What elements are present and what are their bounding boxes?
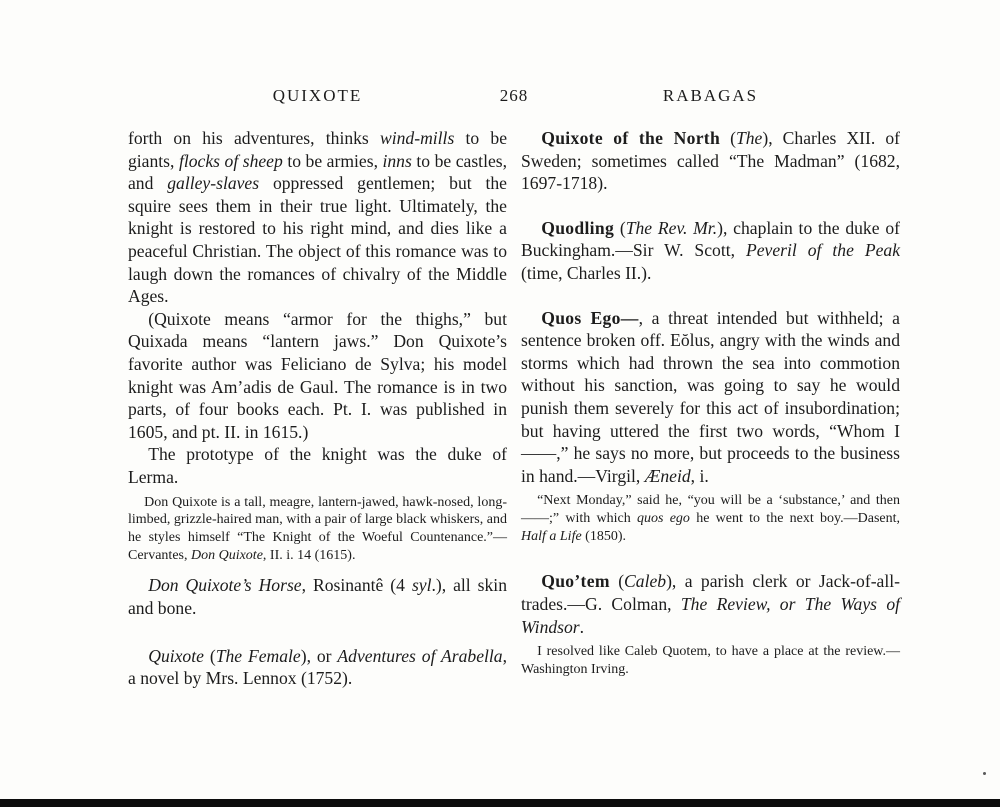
- entry-quixote-continuation: forth on his adventures, thinks wind-mills to be giants, flocks of sheep to be armies, inns to be castles, and galley-slaves oppressed gentlemen; but the squire sees them in their true light. Ultimately, the knight is restored to his right mind, and dies like a peaceful Christian. The object of this romance was to laugh down the romances of chivalry of the Middle Ages.: [128, 128, 508, 307]
- entry-quos-ego-citation: “Next Monday,” said he, “you will be a ‘substance,’ and then——;” with which quos ego he went to the next boy.—Dasent, Half a Life (1850).: [521, 493, 900, 544]
- running-head-left: QUIXOTE: [272, 86, 363, 105]
- entry-quixote-note: (Quixote means “armor for the thighs,” but Quixada means “lantern jaws.” Don Quixote’s favorite author was Feliciano de Sylva; his model knight was Am’adis de Gaul. The romance is in two parts, of four books each. Pt. I. was published in 1605, and pt. II. in 1615.): [128, 308, 507, 442]
- entry-quotem: Quo’tem (Caleb), a parish clerk or Jack-of-all-trades.—G. Colman, The Review, or The Ways of Windsor.: [521, 571, 901, 637]
- right-column: [521, 127, 900, 690]
- entry-quodling: Quodling (The Rev. Mr.), chaplain to the duke of Buckingham.—Sir W. Scott, Peveril of the Peak (time, Charles II.).: [521, 217, 900, 283]
- left-column: [128, 127, 507, 690]
- entry-quotem-citation: I resolved like Caleb Quotem, to have a place at the review.—Washington Irving.: [521, 644, 900, 677]
- entry-don-quixotes-horse: Don Quixote’s Horse, Rosinantê (4 syl.), all skin and bone.: [128, 575, 507, 618]
- text-columns: [128, 127, 900, 690]
- page-number: 268: [499, 86, 529, 105]
- entry-quixote-the-female: Quixote (The Female), or Adventures of Arabella, a novel by Mrs. Lennox (1752).: [128, 645, 508, 689]
- page-content: [128, 86, 900, 690]
- scan-bottom-edge: [0, 799, 1000, 807]
- running-head-right: RABAGAS: [662, 86, 759, 105]
- running-head: [128, 86, 900, 106]
- entry-quixote-citation: Don Quixote is a tall, meagre, lantern-jawed, hawk-nosed, long-limbed, grizzle-haired man, with a pair of large black whiskers, and he styles himself “The Knight of the Woeful Countenance.”—Cervantes, Don Quixote, II. i. 14 (1615).: [128, 494, 507, 563]
- entry-quos-ego: Quos Ego—, a threat intended but withheld; a sentence broken off. Eŏlus, angry with the winds and storms which had thrown the sea into commotion without his sanction, was going to say he would punish them severely for this act of insubordination; but having uttered the first two words, “Whom I——,” he says no more, but proceeds to the business in hand.—Virgil, Æneid, i.: [521, 307, 900, 486]
- entry-quixote-of-the-north: Quixote of the North (The), Charles XII. of Sweden; sometimes called “The Madman” (1682, 1697-1718).: [521, 128, 900, 194]
- scan-artifact-dot: [983, 772, 986, 775]
- entry-quixote-prototype: The prototype of the knight was the duke of Lerma.: [128, 444, 507, 487]
